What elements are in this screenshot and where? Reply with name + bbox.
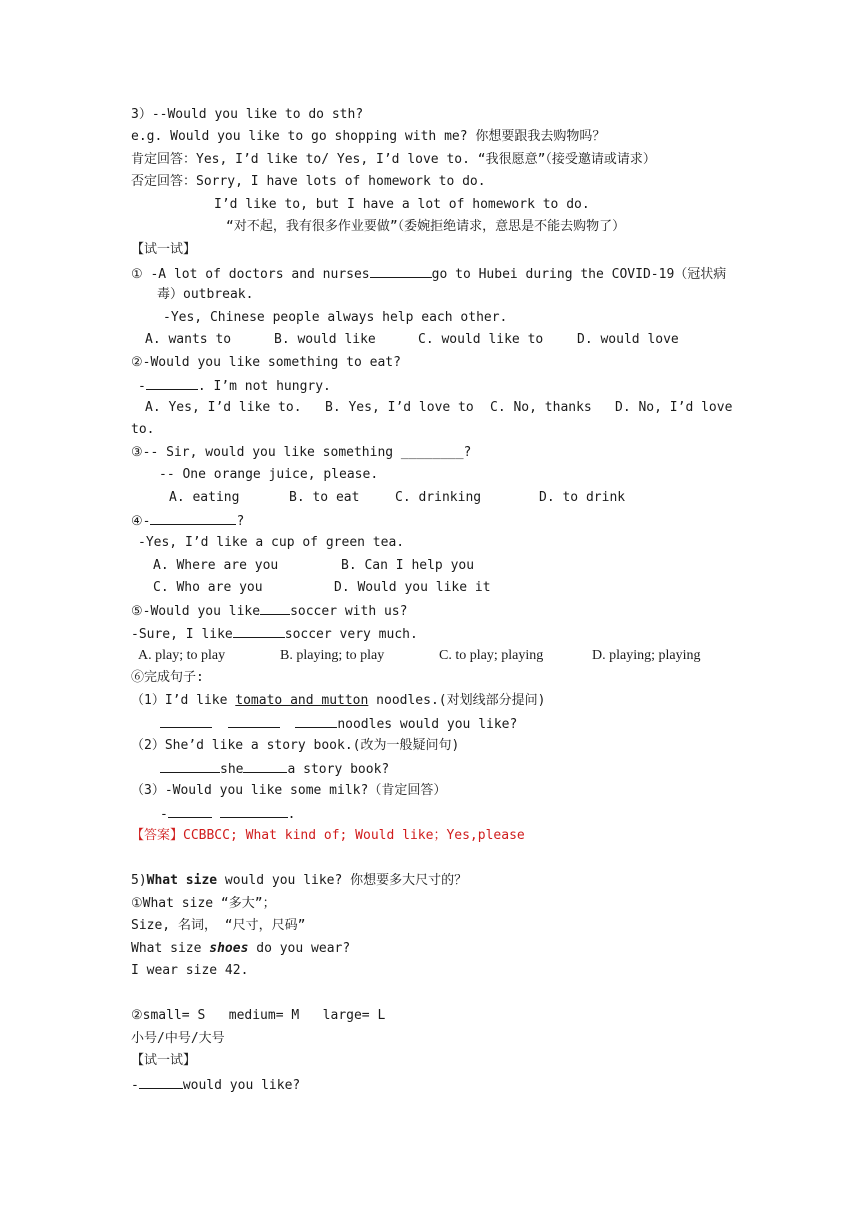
q2-option-b: B. Yes, I’d love to [325,400,474,415]
question-1-reply: -Yes, Chinese people always help each other. [163,310,508,325]
q3-option-b: B. to eat [289,490,360,505]
section-3-title: 3）--Would you like to do sth? [131,107,364,122]
question-1: ① -A lot of doctors and nurses go to Hubei during the COVID-19（冠状病 [131,264,726,284]
question-3: ③-- Sir, would you like something ________? [131,445,472,460]
negative-answer-1: 否定回答：Sorry, I have lots of homework to do. [131,174,486,189]
sentence-3-blanks: - . [160,804,295,824]
q5-option-b: B. playing; to play [280,648,385,663]
answer-blank [146,376,198,390]
q1-option-d: D. would love [577,332,679,347]
try-heading-2: 【试一试】 [131,1053,197,1068]
q2-option-a: A. Yes, I’d like to. [145,400,302,415]
answer-blank [233,624,285,638]
example-answer: I wear size 42. [131,963,249,978]
what-size-meaning: ①What size “多大”； [131,896,276,911]
sentence-2-blanks: she a story book? [160,759,389,779]
try-heading: 【试一试】 [131,242,197,257]
answer-blank [260,601,290,615]
example-shoes: What size shoes do you wear? [131,941,351,956]
question-2: ②-Would you like something to eat? [131,355,401,370]
q5-option-a: A. play; to play [138,648,226,663]
size-names: 小号/中号/大号 [131,1031,225,1046]
exercise-line: - would you like? [131,1075,300,1095]
answer-blank [370,264,432,278]
negative-answer-3: “对不起，我有很多作业要做”（委婉拒绝请求，意思是不能去购物了） [226,219,626,234]
question-5-reply: -Sure, I like soccer very much. [131,624,418,644]
q5-option-d: D. playing; playing [592,648,701,663]
example-sentence: e.g. Would you like to go shopping with me? 你想要跟我去购物吗？ [131,129,606,144]
question-1-cont: 毒）outbreak. [157,287,254,302]
q3-option-c: C. drinking [395,490,482,505]
sentence-2: （2）She’d like a story book.(改为一般疑问句) [131,738,460,753]
question-6-title: ⑥完成句子: [131,670,204,685]
question-3-reply: -- One orange juice, please. [159,467,379,482]
q4-option-a: A. Where are you [153,558,279,573]
q1-option-a: A. wants to [145,332,232,347]
answer-key: 【答案】CCBBCC; What kind of; Would like；Yes,please [131,828,525,843]
q2-option-d-cont: to. [131,422,155,437]
sentence-3: （3）-Would you like some milk?（肯定回答） [131,783,447,798]
answer-blank [139,1075,183,1089]
q1-option-c: C. would like to [418,332,544,347]
answer-blank [150,511,236,525]
q4-option-d: D. Would you like it [334,580,491,595]
question-5: ⑤-Would you like soccer with us? [131,601,407,621]
positive-answer: 肯定回答：Yes, I’d like to/ Yes, I’d love to. “我很愿意”（接受邀请或请求） [131,152,656,167]
section-5-title: 5)What size would you like? 你想要多大尺寸的？ [131,873,468,888]
question-2-reply: - . I’m not hungry. [138,376,331,396]
q3-option-a: A. eating [169,490,240,505]
question-4: ④- ? [131,511,244,531]
negative-answer-2: I’d like to, but I have a lot of homework to do. [214,197,590,212]
size-letters: ②small= S medium= M large= L [131,1008,386,1023]
q4-option-b: B. Can I help you [341,558,475,573]
sentence-1-blanks: noodles would you like? [160,714,517,734]
q1-option-b: B. would like [274,332,376,347]
q3-option-d: D. to drink [539,490,626,505]
q5-option-c: C. to play; playing [439,648,544,663]
question-4-reply: -Yes, I’d like a cup of green tea. [138,535,405,550]
q4-option-c: C. Who are you [153,580,263,595]
q2-option-c: C. No, thanks [490,400,592,415]
size-noun: Size, 名词， “尺寸，尺码” [131,918,306,933]
sentence-1: （1）I’d like tomato and mutton noodles.(对划线部分提问) [131,693,546,708]
q2-option-d: D. No, I’d love [615,400,733,415]
